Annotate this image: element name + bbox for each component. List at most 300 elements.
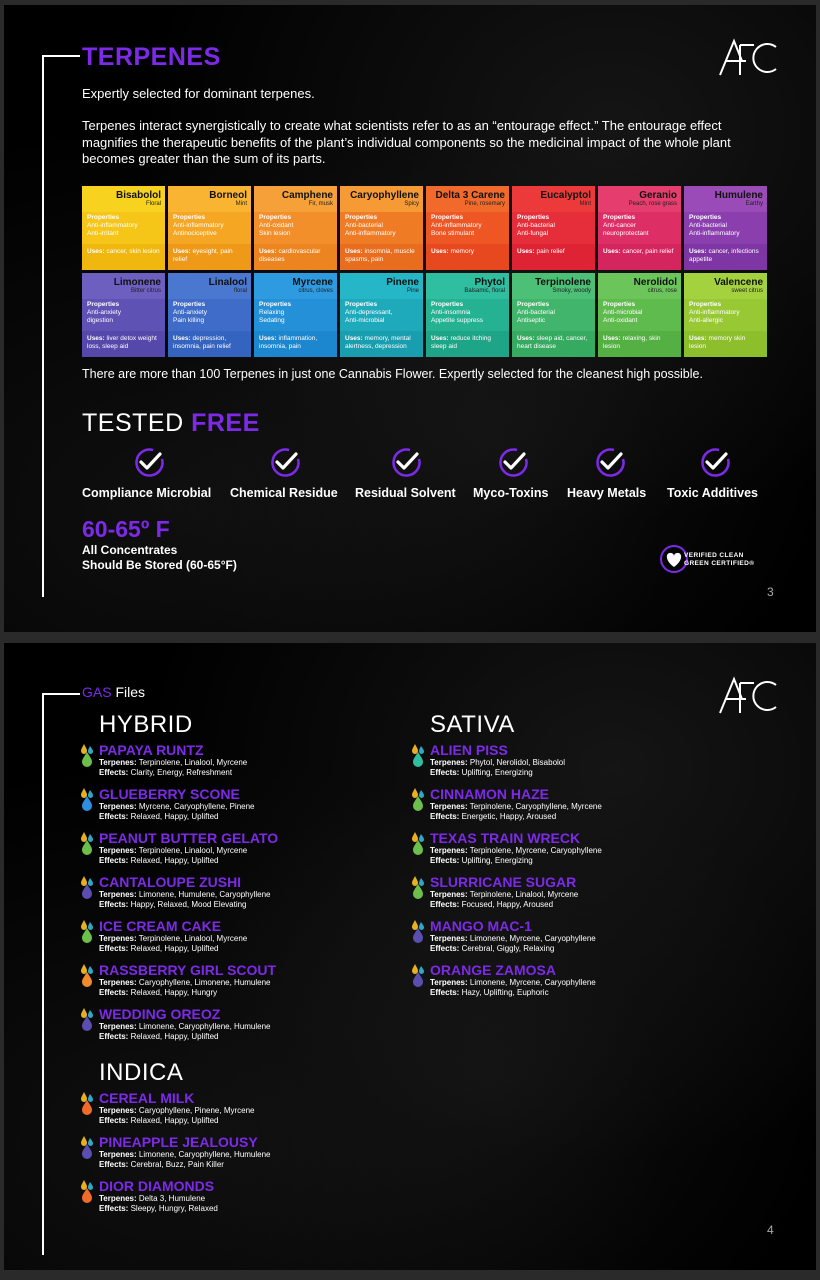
- strain-terpenes: [430, 978, 730, 988]
- terpene-uses: [512, 244, 595, 270]
- terpene-card: [598, 186, 681, 270]
- terpenes-label: Terpenes:: [99, 934, 137, 943]
- terpene-name: Humulene: [714, 190, 763, 201]
- check-icon: [497, 447, 531, 477]
- properties-label: Properties: [603, 301, 636, 308]
- terpene-uses: [426, 244, 509, 270]
- terpene-name: Myrcene: [292, 277, 333, 288]
- terpenes-label: Terpenes:: [99, 1194, 137, 1203]
- terpenes-label: Terpenes:: [99, 890, 137, 899]
- terpene-name: Terpinolene: [535, 277, 591, 288]
- terpene-card-header: [512, 273, 595, 299]
- terpenes-label: Terpenes:: [99, 846, 137, 855]
- uses-label: Uses:: [259, 248, 277, 255]
- uses-text: cancer, skin lesion: [106, 248, 160, 255]
- page-3: [4, 5, 816, 632]
- strain-terpenes-value: Terpinolene, Linalool, Myrcene: [469, 890, 579, 899]
- terpene-aroma: floral: [233, 288, 247, 294]
- uses-label: Uses:: [517, 248, 535, 255]
- effects-label: Effects:: [430, 988, 460, 997]
- effects-label: Effects:: [99, 812, 129, 821]
- property-item: Appetite suppress: [431, 317, 484, 324]
- strain-terpenes-value: Caryophyllene, Pinene, Myrcene: [138, 1106, 255, 1115]
- strain-terpenes-value: Limonene, Caryophyllene, Humulene: [138, 1022, 271, 1031]
- terpene-card-header: [426, 273, 509, 299]
- uses-label: Uses:: [689, 248, 707, 255]
- strain-terpenes: [99, 758, 399, 768]
- property-item: Anti-anxiety: [173, 309, 207, 316]
- uses-label: Uses:: [87, 335, 105, 342]
- afc-logo-icon: [716, 35, 780, 79]
- terpene-uses: [598, 244, 681, 270]
- strain-terpenes: [99, 934, 399, 944]
- property-item: Anti-fungal: [517, 230, 549, 237]
- page-4: [4, 643, 816, 1270]
- terpene-uses: [340, 331, 423, 357]
- terpene-card: [426, 273, 509, 357]
- strain-effects-value: Relaxed, Happy, Uplifted: [130, 1032, 219, 1041]
- terpene-properties: [168, 299, 251, 331]
- strain-effects-value: Relaxed, Happy, Uplifted: [130, 812, 219, 821]
- strain-effects-value: Cerebral, Buzz, Pain Killer: [130, 1160, 224, 1169]
- property-item: Anti-inflammatory: [689, 230, 740, 237]
- gas-files-heading: [82, 684, 145, 700]
- property-item: Skin lesion: [259, 230, 291, 237]
- uses-label: Uses:: [431, 248, 449, 255]
- terpene-card-header: [254, 186, 337, 212]
- terpene-name: Limonene: [113, 277, 161, 288]
- strain-terpenes-value: Myrcene, Caryophyllene, Pinene: [138, 802, 255, 811]
- terpene-card-header: [340, 186, 423, 212]
- properties-label: Properties: [173, 301, 206, 308]
- strain-effects-value: Happy, Relaxed, Mood Elevating: [130, 900, 247, 909]
- terpene-properties: [82, 299, 165, 331]
- terpene-properties: [340, 299, 423, 331]
- strain-terpenes: [430, 758, 730, 768]
- terpene-card: [512, 186, 595, 270]
- property-item: Bone stimulant: [431, 230, 474, 237]
- storage-line-1: All Concentrates: [82, 543, 178, 557]
- strain-name: MANGO MAC-1: [430, 918, 532, 934]
- terpene-drop-icon: [410, 743, 426, 769]
- certification-badge: [684, 552, 754, 568]
- strain-terpenes-value: Terpinolene, Linalool, Myrcene: [138, 758, 248, 767]
- property-item: Anti-inflammatory: [345, 230, 396, 237]
- strain-name: DIOR DIAMONDS: [99, 1178, 215, 1194]
- property-item: Anti-oxidant: [259, 222, 294, 229]
- property-item: Anti-cancer: [603, 222, 636, 229]
- property-item: Anti-irritant: [87, 230, 119, 237]
- uses-text: cardiovascular diseases: [259, 248, 321, 263]
- effects-label: Effects:: [430, 768, 460, 777]
- properties-label: Properties: [431, 214, 464, 221]
- strain-terpenes: [99, 802, 399, 812]
- terpenes-label: Terpenes:: [99, 1022, 137, 1031]
- terpenes-label: Terpenes:: [99, 802, 137, 811]
- effects-label: Effects:: [430, 856, 460, 865]
- storage-temperature: 60-65º F: [82, 516, 170, 542]
- uses-label: Uses:: [173, 248, 191, 255]
- terpene-properties: [426, 299, 509, 331]
- terpene-aroma: Floral: [145, 201, 161, 207]
- terpene-properties: [598, 299, 681, 331]
- tested-free-heading: [82, 409, 260, 438]
- gas-word: GAS: [82, 684, 112, 700]
- terpenes-label: Terpenes:: [99, 758, 137, 767]
- free-word: FREE: [191, 409, 260, 437]
- properties-label: Properties: [345, 214, 378, 221]
- terpene-drop-icon: [410, 831, 426, 857]
- tested-item-label: Chemical Residue: [230, 486, 338, 500]
- terpene-uses: [254, 244, 337, 270]
- strain-item: [99, 1134, 399, 1170]
- uses-label: Uses:: [517, 335, 535, 342]
- strain-terpenes: [430, 934, 730, 944]
- terpene-uses: [340, 244, 423, 270]
- terpene-name: Valencene: [714, 277, 763, 288]
- strain-terpenes: [99, 978, 399, 988]
- terpene-aroma: sweet citrus: [731, 288, 763, 294]
- terpene-aroma: Fir, musk: [308, 201, 333, 207]
- strain-effects-value: Relaxed, Happy, Hungry: [130, 988, 218, 997]
- sativa-heading: SATIVA: [430, 711, 515, 738]
- terpene-card: [82, 273, 165, 357]
- strain-effects-value: Energetic, Happy, Aroused: [461, 812, 557, 821]
- terpenes-label: Terpenes:: [99, 1150, 137, 1159]
- properties-label: Properties: [345, 301, 378, 308]
- uses-label: Uses:: [431, 335, 449, 342]
- effects-label: Effects:: [99, 1160, 129, 1169]
- effects-label: Effects:: [430, 812, 460, 821]
- property-item: Anti-inflammatory: [173, 222, 224, 229]
- page-bracket: [42, 55, 80, 597]
- properties-label: Properties: [689, 214, 722, 221]
- strain-terpenes: [430, 846, 730, 856]
- terpene-drop-icon: [410, 963, 426, 989]
- terpene-aroma: Spicy: [404, 201, 419, 207]
- property-item: Anti-anxiety: [87, 309, 121, 316]
- strain-name: PINEAPPLE JEALOUSY: [99, 1134, 258, 1150]
- tested-item-label: Residual Solvent: [355, 486, 456, 500]
- strain-name: PAPAYA RUNTZ: [99, 742, 204, 758]
- strain-effects: [430, 812, 730, 822]
- uses-label: Uses:: [689, 335, 707, 342]
- storage-note: [82, 543, 237, 573]
- strain-name: CINNAMON HAZE: [430, 786, 549, 802]
- uses-text: depression, insomnia, pain relief: [173, 335, 231, 350]
- property-item: Anti-bacterial: [345, 222, 383, 229]
- property-item: Anti-bacterial: [517, 222, 555, 229]
- property-item: Antinociceptive: [173, 230, 217, 237]
- strain-effects: [99, 1116, 399, 1126]
- property-item: Anti-bacterial: [689, 222, 727, 229]
- terpene-aroma: citrus, cloves: [298, 288, 333, 294]
- files-word: Files: [111, 684, 146, 700]
- certified-line-1: VERIFIED CLEAN: [684, 552, 744, 559]
- properties-label: Properties: [259, 301, 292, 308]
- terpenes-label: Terpenes:: [99, 978, 137, 987]
- strain-effects: [99, 1160, 399, 1170]
- terpene-card: [254, 273, 337, 357]
- uses-text: relaxing, skin lesion: [603, 335, 661, 350]
- terpene-name: Pinene: [386, 277, 419, 288]
- strain-terpenes: [430, 802, 730, 812]
- terpene-card: [512, 273, 595, 357]
- strain-item: [99, 918, 399, 954]
- terpene-uses: [426, 331, 509, 357]
- page-number: 4: [767, 1223, 774, 1237]
- strain-effects: [430, 856, 730, 866]
- terpene-drop-icon: [79, 831, 95, 857]
- strain-effects: [99, 768, 399, 778]
- terpene-properties: [168, 212, 251, 244]
- terpene-aroma: citrus, rose: [647, 288, 677, 294]
- uses-text: memory skin lesion: [689, 335, 746, 350]
- property-item: Anti-allergic: [689, 317, 723, 324]
- terpene-aroma: Balsamic, floral: [464, 288, 505, 294]
- check-icon: [594, 447, 628, 477]
- strain-effects: [430, 768, 730, 778]
- terpenes-label: Terpenes:: [430, 978, 468, 987]
- strain-item: [99, 1178, 399, 1214]
- strain-name: SLURRICANE SUGAR: [430, 874, 577, 890]
- effects-label: Effects:: [99, 988, 129, 997]
- strain-effects-value: Relaxed, Happy, Uplifted: [130, 944, 219, 953]
- property-item: Pain killing: [173, 317, 205, 324]
- strain-item: [99, 830, 399, 866]
- strain-name: CEREAL MILK: [99, 1090, 195, 1106]
- uses-text: pain relief: [536, 248, 565, 255]
- terpenes-label: Terpenes:: [430, 758, 468, 767]
- strain-terpenes: [430, 890, 730, 900]
- strain-terpenes-value: Limonene, Myrcene, Caryophyllene: [469, 934, 596, 943]
- terpene-drop-icon: [410, 919, 426, 945]
- properties-label: Properties: [517, 301, 550, 308]
- terpene-aroma: Smoky, woody: [552, 288, 591, 294]
- uses-label: Uses:: [87, 248, 105, 255]
- strain-effects-value: Relaxed, Happy, Uplifted: [130, 856, 219, 865]
- strain-effects: [430, 988, 730, 998]
- strain-terpenes-value: Limonene, Caryophyllene, Humulene: [138, 1150, 271, 1159]
- terpene-aroma: Pine: [406, 288, 419, 294]
- terpene-card-header: [684, 186, 767, 212]
- uses-label: Uses:: [259, 335, 277, 342]
- terpene-uses: [168, 244, 251, 270]
- strain-effects: [99, 1032, 399, 1042]
- terpene-uses: [254, 331, 337, 357]
- terpene-aroma: Earthy: [745, 201, 763, 207]
- terpene-drop-icon: [79, 919, 95, 945]
- strain-item: [430, 830, 730, 866]
- terpene-uses: [684, 331, 767, 357]
- property-item: Anti-inflammatory: [431, 222, 482, 229]
- strain-effects: [99, 944, 399, 954]
- uses-text: liver detox weight loss, sleep aid: [87, 335, 157, 350]
- terpene-properties: [598, 212, 681, 244]
- strain-terpenes-value: Caryophyllene, Limonene, Humulene: [138, 978, 271, 987]
- terpene-card-header: [598, 273, 681, 299]
- terpene-name: Nerolidol: [633, 277, 677, 288]
- terpene-aroma: Bitter citrus: [130, 288, 161, 294]
- strain-terpenes: [99, 890, 399, 900]
- terpene-uses: [598, 331, 681, 357]
- strain-terpenes: [99, 846, 399, 856]
- uses-text: insomnia, muscle spasms, pain: [345, 248, 415, 263]
- terpene-card-header: [168, 186, 251, 212]
- properties-label: Properties: [431, 301, 464, 308]
- property-item: Anti-depressant,: [345, 309, 393, 316]
- terpene-card-header: [684, 273, 767, 299]
- uses-text: memory, mental alertness, depression: [345, 335, 411, 350]
- properties-label: Properties: [173, 214, 206, 221]
- terpene-name: Bisabolol: [115, 190, 161, 201]
- indica-heading: INDICA: [99, 1059, 184, 1086]
- uses-text: inflammation, insomnia, pain: [259, 335, 318, 350]
- strain-effects-value: Uplifting, Energizing: [461, 768, 533, 777]
- check-icon: [699, 447, 733, 477]
- terpene-card-header: [82, 273, 165, 299]
- uses-text: memory: [450, 248, 475, 255]
- terpene-card: [426, 186, 509, 270]
- strain-terpenes-value: Limonene, Humulene, Caryophyllene: [138, 890, 271, 899]
- strain-name: WEDDING OREOZ: [99, 1006, 221, 1022]
- uses-text: cancer, pain relief: [622, 248, 674, 255]
- terpene-name: Camphene: [281, 190, 333, 201]
- property-item: Anti-insomnia: [431, 309, 471, 316]
- strain-terpenes-value: Terpinolene, Linalool, Myrcene: [138, 846, 248, 855]
- terpene-count-sentence: There are more than 100 Terpenes in just one Cannabis Flower. Expertly selected for the cleanest high possible.: [82, 367, 703, 381]
- terpene-card-header: [512, 186, 595, 212]
- terpene-properties: [340, 212, 423, 244]
- terpene-card: [340, 186, 423, 270]
- terpene-properties: [254, 299, 337, 331]
- terpene-name: Delta 3 Carene: [435, 190, 505, 201]
- property-item: Relaxing: [259, 309, 285, 316]
- intro-text: Expertly selected for dominant terpenes.: [82, 86, 315, 101]
- properties-label: Properties: [689, 301, 722, 308]
- uses-label: Uses:: [603, 335, 621, 342]
- terpene-uses: [684, 244, 767, 270]
- strain-effects-value: Focused, Happy, Aroused: [461, 900, 554, 909]
- terpene-uses: [168, 331, 251, 357]
- tested-item-label: Heavy Metals: [567, 486, 647, 500]
- terpene-uses: [82, 244, 165, 270]
- strain-item: [99, 874, 399, 910]
- effects-label: Effects:: [99, 944, 129, 953]
- strain-terpenes-value: Terpinolene, Caryophyllene, Myrcene: [469, 802, 602, 811]
- terpene-name: Eucalyptol: [540, 190, 591, 201]
- strain-terpenes: [99, 1022, 399, 1032]
- strain-effects-value: Hazy, Uplifting, Euphoric: [461, 988, 549, 997]
- property-item: neuroprotectant: [603, 230, 649, 237]
- strain-effects-value: Sleepy, Hungry, Relaxed: [130, 1204, 218, 1213]
- effects-label: Effects:: [430, 900, 460, 909]
- effects-label: Effects:: [99, 900, 129, 909]
- terpene-card-header: [340, 273, 423, 299]
- check-icon: [269, 447, 303, 477]
- uses-label: Uses:: [345, 335, 363, 342]
- strain-name: ICE CREAM CAKE: [99, 918, 222, 934]
- terpene-grid: [82, 186, 769, 357]
- terpene-card: [168, 273, 251, 357]
- strain-effects: [99, 988, 399, 998]
- effects-label: Effects:: [99, 768, 129, 777]
- terpene-card: [684, 186, 767, 270]
- property-item: Antiseptic: [517, 317, 546, 324]
- terpene-properties: [512, 299, 595, 331]
- terpene-uses: [82, 331, 165, 357]
- terpene-card: [340, 273, 423, 357]
- strain-name: CANTALOUPE ZUSHI: [99, 874, 242, 890]
- strain-item: [430, 918, 730, 954]
- strain-effects: [99, 1204, 399, 1214]
- strain-terpenes: [99, 1150, 399, 1160]
- properties-label: Properties: [259, 214, 292, 221]
- strain-effects: [430, 944, 730, 954]
- terpene-card-header: [254, 273, 337, 299]
- terpene-drop-icon: [79, 1007, 95, 1033]
- strain-item: [430, 962, 730, 998]
- effects-label: Effects:: [99, 856, 129, 865]
- uses-text: sleep aid, cancer, heart disease: [517, 335, 588, 350]
- strain-name: ORANGE ZAMOSA: [430, 962, 556, 978]
- uses-text: eyesight, pain relief: [173, 248, 233, 263]
- strain-name: ALIEN PISS: [430, 742, 508, 758]
- strain-item: [99, 1006, 399, 1042]
- terpene-drop-icon: [79, 743, 95, 769]
- terpene-properties: [254, 212, 337, 244]
- properties-label: Properties: [603, 214, 636, 221]
- properties-label: Properties: [87, 301, 120, 308]
- uses-text: cancer, infections appetite: [689, 248, 759, 263]
- strain-terpenes-value: Limonene, Myrcene, Caryophyllene: [469, 978, 596, 987]
- strain-name: GLUEBERRY SCONE: [99, 786, 240, 802]
- property-item: Anti-bacterial: [517, 309, 555, 316]
- effects-label: Effects:: [99, 1032, 129, 1041]
- terpene-name: Linalool: [208, 277, 247, 288]
- certified-line-2: GREEN CERTIFIED®: [684, 560, 755, 567]
- terpene-card-header: [82, 186, 165, 212]
- property-item: digestion: [87, 317, 114, 324]
- terpene-properties: [512, 212, 595, 244]
- entourage-paragraph: Terpenes interact synergistically to create what scientists refer to as an “entourage effect.” The entourage effect magnifies the therapeutic benefits of the plant’s individual components so the medicinal impact of the whole plant becomes greater than the sum of its parts.: [82, 118, 731, 166]
- strain-terpenes-value: Terpinolene, Myrcene, Caryophyllene: [469, 846, 602, 855]
- terpene-aroma: Mint: [579, 201, 591, 207]
- strain-effects: [99, 900, 399, 910]
- strain-effects-value: Clarity, Energy, Refreshment: [130, 768, 233, 777]
- page-bracket: [42, 693, 80, 1255]
- terpene-card-header: [168, 273, 251, 299]
- strain-terpenes-value: Delta 3, Humulene: [138, 1194, 206, 1203]
- strain-item: [99, 786, 399, 822]
- terpene-drop-icon: [410, 787, 426, 813]
- uses-label: Uses:: [603, 248, 621, 255]
- afc-logo-icon: [716, 673, 780, 717]
- strain-item: [99, 962, 399, 998]
- terpene-aroma: Peach, rose grass: [628, 201, 677, 207]
- check-icon: [390, 447, 424, 477]
- uses-text: reduce itching sleep aid: [431, 335, 492, 350]
- terpene-aroma: Mint: [235, 201, 247, 207]
- strain-effects-value: Cerebral, Giggly, Relaxing: [461, 944, 555, 953]
- property-item: Anti-oxidant: [603, 317, 638, 324]
- strain-effects-value: Relaxed, Happy, Uplifted: [130, 1116, 219, 1125]
- strain-item: [430, 874, 730, 910]
- strain-name: PEANUT BUTTER GELATO: [99, 830, 279, 846]
- terpenes-label: Terpenes:: [430, 934, 468, 943]
- strain-effects: [430, 900, 730, 910]
- property-item: Sedating: [259, 317, 285, 324]
